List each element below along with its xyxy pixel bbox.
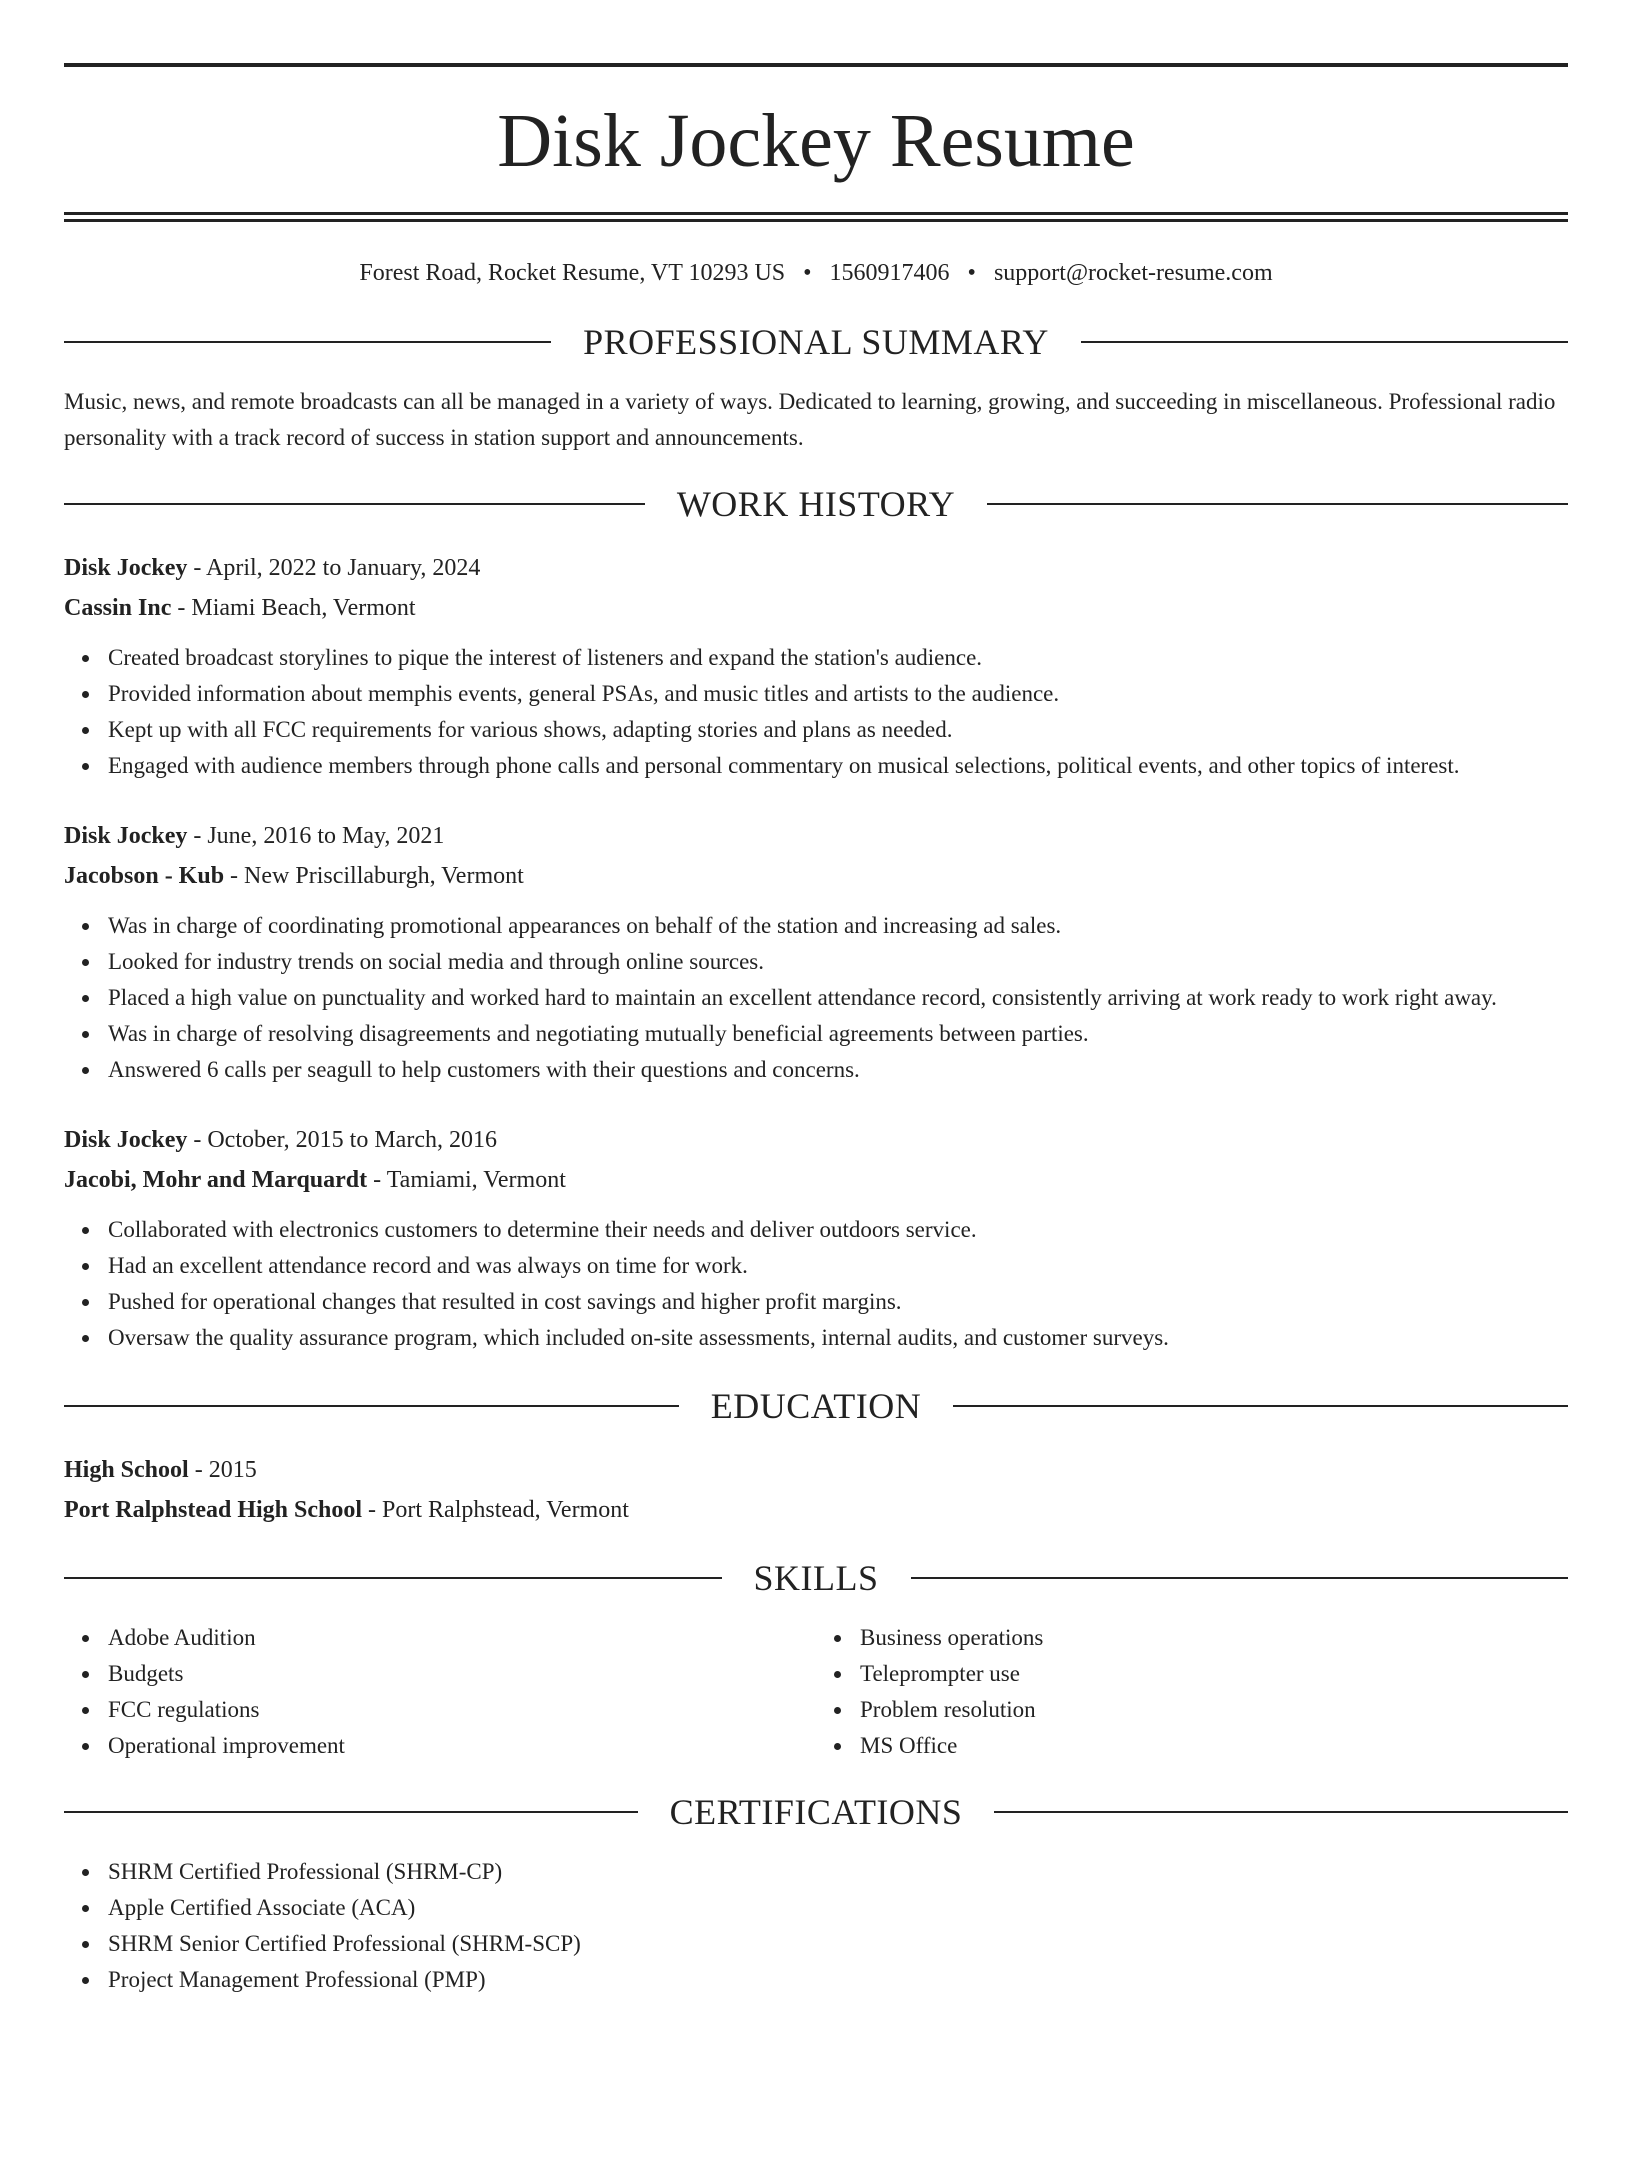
job-title: Disk Jockey xyxy=(64,1127,188,1153)
certifications-list xyxy=(64,1854,1568,1998)
heading-rule-right xyxy=(994,1811,1568,1813)
education-year: - 2015 xyxy=(188,1457,257,1483)
job-company-line xyxy=(64,1160,1568,1200)
section-title: WORK HISTORY xyxy=(676,484,956,524)
list-item: Placed a high value on punctuality and worked hard to maintain an excellent attendance record, consistently arriving at work ready to work right away. xyxy=(108,980,1568,1016)
job-company-line xyxy=(64,856,1568,896)
skill-item: MS Office xyxy=(860,1728,1568,1764)
list-item: Engaged with audience members through phone calls and personal commentary on musical selections, political events, and other topics of interest. xyxy=(108,748,1568,784)
job-duties-list xyxy=(64,1212,1568,1356)
heading-rule-left xyxy=(64,503,645,505)
section-heading-certifications xyxy=(64,1794,1568,1830)
summary-text: Music, news, and remote broadcasts can all be managed in a variety of ways. Dedicated to learning, growing, and succeeding in miscellaneous. Professional radio personality with a track record of success in station support and announcements. xyxy=(64,389,1556,450)
list-item: Created broadcast storylines to pique the interest of listeners and expand the station's audience. xyxy=(108,640,1568,676)
education-entry xyxy=(64,1450,1568,1530)
skills-grid xyxy=(64,1620,1568,1764)
contact-separator: • xyxy=(803,260,812,286)
job-duties-list xyxy=(64,640,1568,784)
skills-list-right xyxy=(816,1620,1568,1764)
job-title-line xyxy=(64,816,1568,856)
heading-rule-right xyxy=(1081,341,1568,343)
certification-item: SHRM Senior Certified Professional (SHRM-SCP) xyxy=(108,1926,1568,1962)
education-school: Port Ralphstead High School xyxy=(64,1497,363,1523)
section-title: SKILLS xyxy=(753,1558,879,1598)
job-title: Disk Jockey xyxy=(64,555,188,581)
job-entry xyxy=(64,548,1568,784)
heading-rule-left xyxy=(64,1577,722,1579)
job-dates: - October, 2015 to March, 2016 xyxy=(187,1127,497,1153)
list-item: Oversaw the quality assurance program, which included on-site assessments, internal audits, and customer surveys. xyxy=(108,1320,1568,1356)
job-title: Disk Jockey xyxy=(64,823,188,849)
list-item: Provided information about memphis events, general PSAs, and music titles and artists to the audience. xyxy=(108,676,1568,712)
section-title: CERTIFICATIONS xyxy=(669,1792,963,1832)
list-item: Answered 6 calls per seagull to help customers with their questions and concerns. xyxy=(108,1052,1568,1088)
job-location: - New Priscillaburgh, Vermont xyxy=(224,863,524,889)
section-title: EDUCATION xyxy=(710,1386,922,1426)
section-heading-work-history xyxy=(64,486,1568,522)
list-item: Pushed for operational changes that resulted in cost savings and higher profit margins. xyxy=(108,1284,1568,1320)
skill-item: Business operations xyxy=(860,1620,1568,1656)
job-location: - Tamiami, Vermont xyxy=(367,1167,566,1193)
skill-item: Operational improvement xyxy=(108,1728,816,1764)
job-company: Jacobi, Mohr and Marquardt xyxy=(64,1167,368,1193)
education-degree: High School xyxy=(64,1457,189,1483)
job-entry xyxy=(64,1120,1568,1356)
heading-rule-left xyxy=(64,341,551,343)
list-item: Was in charge of resolving disagreements and negotiating mutually beneficial agreements between parties. xyxy=(108,1016,1568,1052)
certification-item: Apple Certified Associate (ACA) xyxy=(108,1890,1568,1926)
job-entry xyxy=(64,816,1568,1088)
section-heading-education xyxy=(64,1388,1568,1424)
skill-item: FCC regulations xyxy=(108,1692,816,1728)
job-dates: - April, 2022 to January, 2024 xyxy=(187,555,481,581)
list-item: Was in charge of coordinating promotional appearances on behalf of the station and increasing ad sales. xyxy=(108,908,1568,944)
skill-item: Problem resolution xyxy=(860,1692,1568,1728)
job-title-line xyxy=(64,1120,1568,1160)
job-company-line xyxy=(64,588,1568,628)
section-heading-summary xyxy=(64,324,1568,360)
job-dates: - June, 2016 to May, 2021 xyxy=(187,823,445,849)
heading-rule-right xyxy=(911,1577,1569,1579)
resume-page xyxy=(0,63,1632,2175)
resume-title: Disk Jockey Resume xyxy=(497,99,1135,183)
heading-rule-right xyxy=(987,503,1568,505)
contact-line xyxy=(64,256,1568,290)
contact-address: Forest Road, Rocket Resume, VT 10293 US xyxy=(359,260,786,286)
title-double-rule xyxy=(64,212,1568,222)
section-heading-skills xyxy=(64,1560,1568,1596)
top-rule xyxy=(64,63,1568,67)
skills-list-left xyxy=(64,1620,816,1764)
heading-rule-left xyxy=(64,1811,638,1813)
skill-item: Teleprompter use xyxy=(860,1656,1568,1692)
list-item: Kept up with all FCC requirements for various shows, adapting stories and plans as needed. xyxy=(108,712,1568,748)
certification-item: Project Management Professional (PMP) xyxy=(108,1962,1568,1998)
list-item: Had an excellent attendance record and was always on time for work. xyxy=(108,1248,1568,1284)
job-company: Jacobson - Kub xyxy=(64,863,225,889)
certification-item: SHRM Certified Professional (SHRM-CP) xyxy=(108,1854,1568,1890)
skill-item: Budgets xyxy=(108,1656,816,1692)
list-item: Collaborated with electronics customers to determine their needs and deliver outdoors service. xyxy=(108,1212,1568,1248)
heading-rule-left xyxy=(64,1405,679,1407)
contact-email: support@rocket-resume.com xyxy=(993,260,1273,286)
section-title: PROFESSIONAL SUMMARY xyxy=(583,322,1049,362)
list-item: Looked for industry trends on social media and through online sources. xyxy=(108,944,1568,980)
education-location: - Port Ralphstead, Vermont xyxy=(362,1497,629,1523)
contact-phone: 1560917406 xyxy=(829,260,950,286)
job-company: Cassin Inc xyxy=(64,595,172,621)
education-degree-line xyxy=(64,1450,1568,1490)
heading-rule-right xyxy=(953,1405,1568,1407)
job-title-line xyxy=(64,548,1568,588)
skill-item: Adobe Audition xyxy=(108,1620,816,1656)
job-location: - Miami Beach, Vermont xyxy=(171,595,416,621)
education-school-line xyxy=(64,1490,1568,1530)
job-duties-list xyxy=(64,908,1568,1088)
contact-separator: • xyxy=(967,260,976,286)
